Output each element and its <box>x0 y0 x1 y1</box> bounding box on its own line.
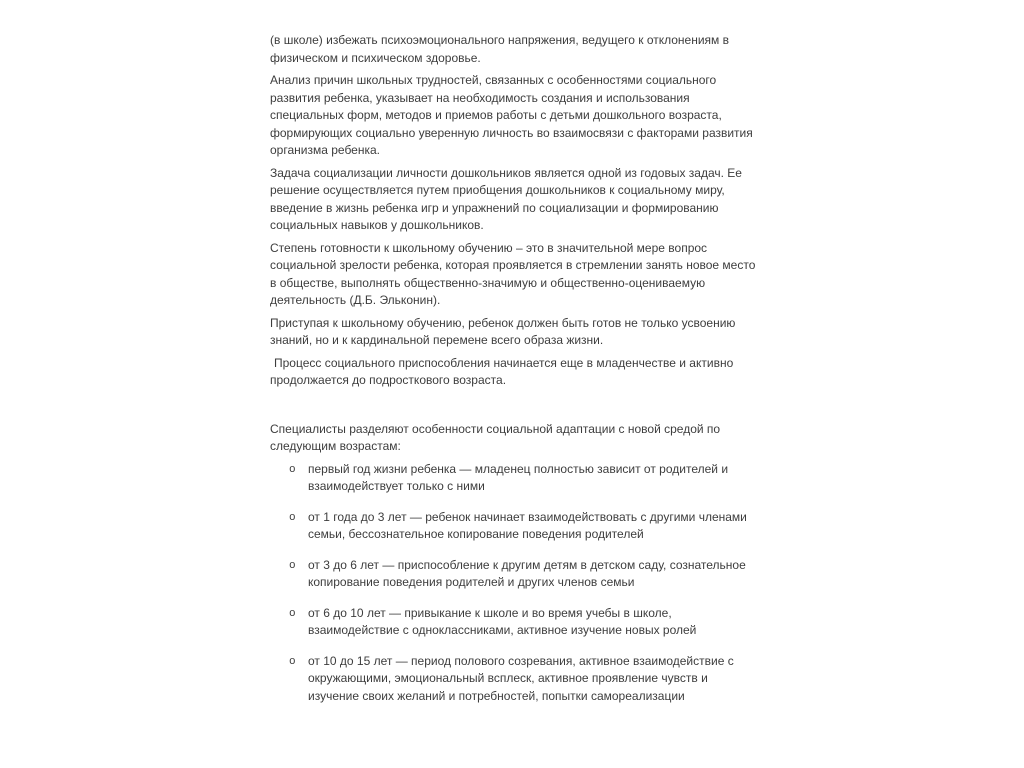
circle-bullet-icon: o <box>289 559 296 572</box>
paragraph-continuation: (в школе) избежать психоэмоционального напряжения, ведущего к отклонениям в физическом и психическом здоровье. <box>270 33 730 65</box>
list-item-text: от 10 до 15 лет — период полового созревания, активное взаимодействие с окружающими, эмоциональный всплеск, активное проявление чувств и изучение своих желаний и потребностей, попытки самореализации <box>308 653 734 703</box>
circle-bullet-icon: o <box>289 463 296 476</box>
document-page <box>270 32 762 718</box>
paragraph-starting-school: Приступая к школьному обучению, ребенок должен быть готов не только усвоению знаний, но и к кардинальной перемене всего образа жизни. <box>270 315 736 347</box>
paragraph-adaptation-process: Процесс социального приспособления начинается еще в младенчестве и активно продолжается до подросткового возраста. <box>270 355 734 387</box>
age-stages-list <box>270 461 762 706</box>
circle-bullet-icon: o <box>289 511 296 524</box>
list-item <box>270 557 762 592</box>
list-item <box>270 509 762 544</box>
list-item <box>270 461 762 496</box>
list-item-text: от 6 до 10 лет — привыкание к школе и во время учебы в школе, взаимодействие с одноклассниками, активное изучение новых ролей <box>308 605 697 637</box>
list-item-text: от 1 года до 3 лет — ребенок начинает взаимодействовать с другими членами семьи, бессознательное копирование поведения родителей <box>308 509 747 541</box>
list-item <box>270 605 762 640</box>
circle-bullet-icon: o <box>289 607 296 620</box>
paragraph-analysis: Анализ причин школьных трудностей, связанных с особенностями социального развития ребенка, указывает на необходимость создания и использования специальных форм, методов и приемов работы с детьми дошкольного возраста, формирующих социально уверенную личность во взаимосвязи с факторами развития организма ребенка. <box>270 73 753 157</box>
list-item-text: от 3 до 6 лет — приспособление к другим детям в детском саду, сознательное копирование поведения родителей и других членов семьи <box>308 557 746 589</box>
paragraph-school-readiness: Степень готовности к школьному обучению – это в значительной мере вопрос социальной зрелости ребенка, которая проявляется в стремлении занять новое место в обществе, выполнять общественно-значимую и общественно-оцениваемую деятельность (Д.Б. Эльконин). <box>270 240 756 307</box>
paragraph-socialization-task: Задача социализации личности дошкольников является одной из годовых задач. Ее решение осуществляется путем приобщения дошкольников к социальному миру, введение в жизнь ребенка игр и упражнений по социализации и формированию социальных навыков у дошкольников. <box>270 165 742 232</box>
list-item <box>270 653 762 706</box>
blank-gap <box>270 395 762 421</box>
paragraph-list-intro: Специалисты разделяют особенности социальной адаптации с новой средой по следующим возрастам: <box>270 421 721 453</box>
list-item-text: первый год жизни ребенка — младенец полностью зависит от родителей и взаимодействует только с ними <box>308 461 729 493</box>
circle-bullet-icon: o <box>289 655 296 668</box>
